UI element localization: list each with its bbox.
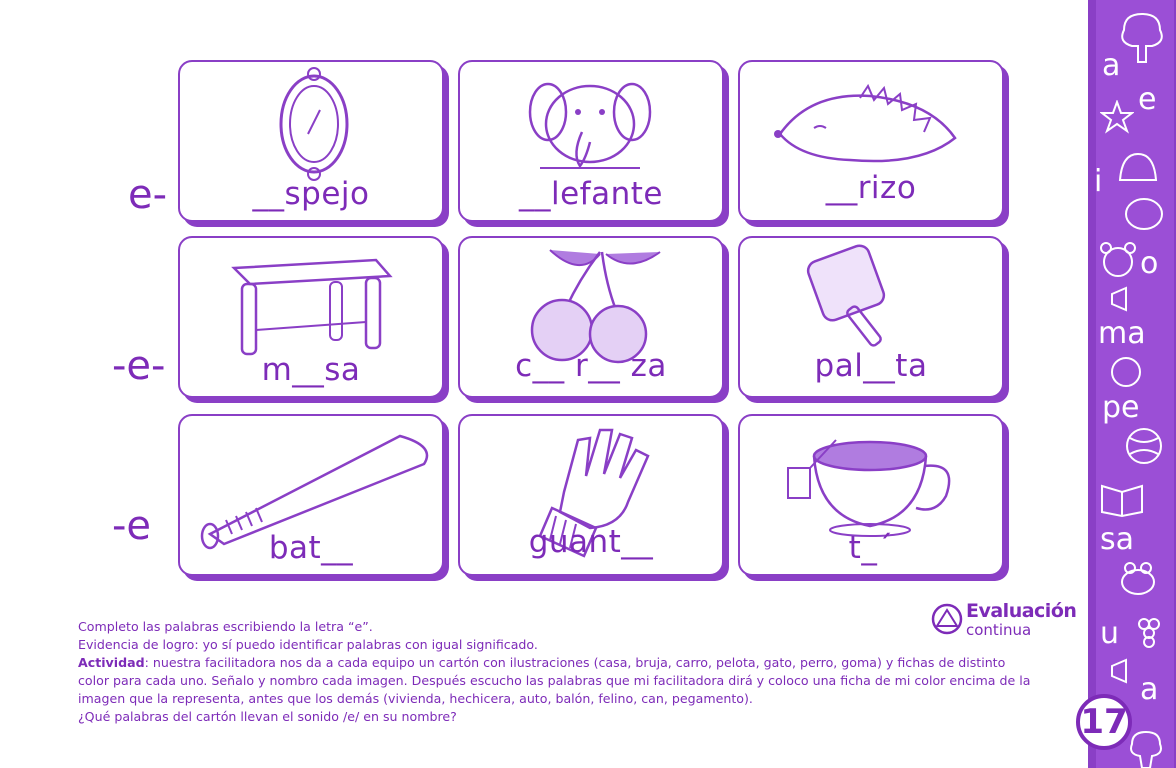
card-paleta[interactable] <box>738 236 1004 398</box>
sidebar-letter: e <box>1138 82 1157 117</box>
question-line: ¿Qué palabras del cartón llevan el sonido /e/ en su nombre? <box>78 709 457 724</box>
evidence-line: Evidencia de logro: yo sí puedo identificar palabras con igual significado. <box>78 637 538 652</box>
card-mesa[interactable] <box>178 236 444 398</box>
page-number: 17 <box>1076 694 1132 750</box>
ball-icon <box>1124 426 1164 466</box>
card-word: __lefante <box>519 176 663 212</box>
sidebar-letter: i <box>1094 164 1103 199</box>
card-te[interactable] <box>738 414 1004 576</box>
sidebar-letter: ma <box>1098 316 1146 351</box>
card-word: c__ r__ za <box>515 348 667 384</box>
row-label-final: -e <box>112 503 152 549</box>
sidebar-letter: u <box>1100 616 1120 651</box>
tree-icon <box>1112 6 1172 66</box>
book-icon <box>1098 478 1146 518</box>
sidebar-letter: a <box>1102 48 1121 83</box>
instructions <box>78 618 1078 726</box>
card-word: pal__ta <box>814 348 928 384</box>
apple-icon <box>1108 352 1144 388</box>
megaphone-icon <box>1108 656 1144 686</box>
row-label-middle: -e- <box>112 343 166 389</box>
card-word: __rizo <box>825 170 917 206</box>
card-guante[interactable] <box>458 414 724 576</box>
card-word: m__sa <box>261 352 361 388</box>
row-label-initial: e- <box>128 172 168 218</box>
bear-icon <box>1098 240 1138 280</box>
star-icon <box>1100 100 1134 134</box>
card-cereza[interactable] <box>458 236 724 398</box>
sidebar-letter: o <box>1140 246 1159 281</box>
activity-line-cont: color para cada uno. Señalo y nombro cada imagen. Después escucho las palabras que mi facilitadora dirá y coloco una ficha de mi color encima de la <box>78 673 1031 688</box>
sidebar-letter: a <box>1140 672 1159 707</box>
evaluation-badge <box>930 600 1077 640</box>
bubble-icon <box>1122 196 1166 236</box>
activity-line <box>78 654 1078 672</box>
card-word: t_´ <box>848 530 894 566</box>
card-word: guant__ <box>528 524 654 560</box>
instruction-line: Completo las palabras escribiendo la letra “e”. <box>78 619 373 634</box>
igloo-icon <box>1118 152 1158 182</box>
activity-text: : nuestra facilitadora nos da a cada equipo un cartón con ilustraciones (casa, bruja, carro, pelota, gato, perro, goma) y fichas de distinto <box>144 655 1006 670</box>
globe-icon <box>930 602 964 636</box>
grapes-icon <box>1134 612 1164 652</box>
card-word: __spejo <box>252 176 370 212</box>
badge-title: Evaluación <box>966 600 1077 622</box>
card-elefante[interactable] <box>458 60 724 222</box>
card-erizo[interactable] <box>738 60 1004 222</box>
sidebar-letter: sa <box>1100 522 1135 557</box>
card-espejo[interactable] <box>178 60 444 222</box>
badge-subtitle: continua <box>966 621 1032 639</box>
tree-icon <box>1124 728 1168 768</box>
frog-icon <box>1118 558 1158 598</box>
card-bate[interactable] <box>178 414 444 576</box>
megaphone-icon <box>1108 284 1144 314</box>
sidebar-letter: pe <box>1102 390 1140 425</box>
activity-line-cont: imagen que la representa, antes que los demás (vivienda, hechicera, auto, balón, felino, can, pegamento). <box>78 691 753 706</box>
sidebar-strip <box>1088 0 1176 768</box>
card-word: bat__ <box>268 530 354 566</box>
activity-label: Actividad <box>78 655 145 670</box>
